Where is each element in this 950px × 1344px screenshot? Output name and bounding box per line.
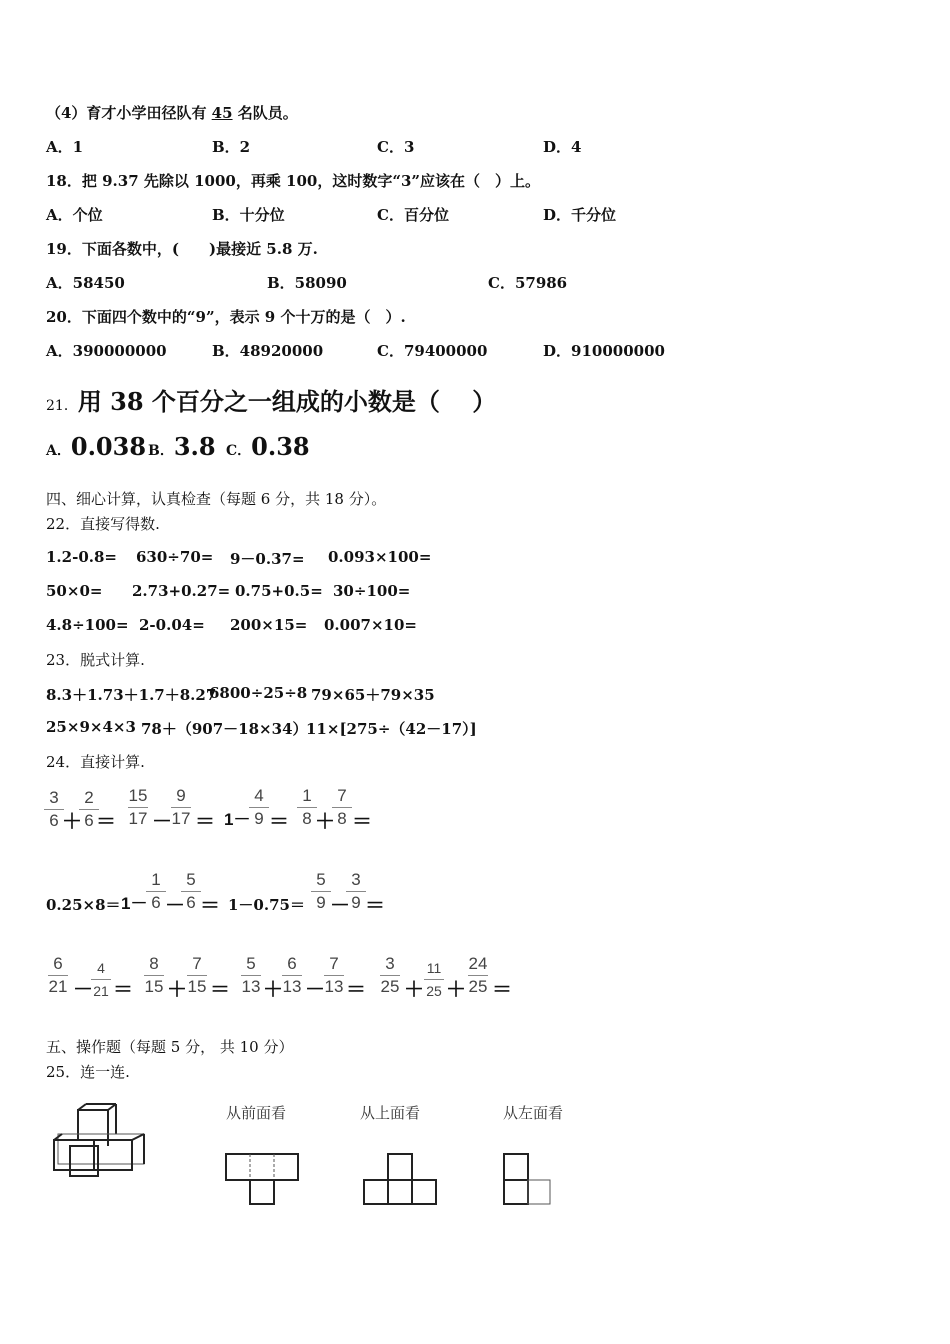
fraction: 1 8	[295, 786, 319, 829]
q18-option-a: A．个位	[46, 206, 103, 224]
equals-sign: ＝	[195, 811, 215, 833]
left-view-label: 从左面看	[503, 1104, 564, 1122]
q22-item: 50×0=	[46, 582, 103, 600]
q25-title: 25．连一连.	[46, 1063, 130, 1081]
q22-item: 2.73+0.27=	[132, 582, 231, 600]
top-view-label: 从上面看	[360, 1104, 421, 1122]
plus-sign: ＋	[404, 979, 424, 1001]
q20-option-c: C．79400000	[377, 342, 488, 360]
fraction: 4 9	[247, 786, 271, 829]
equals-sign: ＝	[210, 979, 230, 1001]
q23-item: 79×65＋79×35	[311, 686, 435, 704]
plus-sign: ＋	[315, 811, 335, 833]
fraction: 6 21	[48, 954, 68, 996]
fraction: 9 17	[171, 786, 191, 828]
fraction: 7 8	[330, 786, 354, 829]
q23-item: 8.3＋1.73＋1.7＋8.27	[46, 686, 217, 704]
q18-option-b: B．十分位	[212, 206, 285, 224]
plus-sign: ＋	[62, 811, 82, 833]
q24-title: 24．直接计算.	[46, 753, 145, 771]
q18-option-d: D．千分位	[543, 206, 617, 224]
one-minus: 1－	[121, 894, 148, 913]
top-view-shape	[360, 1150, 442, 1208]
plus-sign: ＋	[446, 979, 466, 1001]
q23-title: 23．脱式计算.	[46, 651, 145, 669]
equals-sign: ＝	[200, 895, 220, 917]
equals-sign: ＝	[269, 811, 289, 833]
equals-sign: ＝	[346, 979, 366, 1001]
q17-option-a: A．1	[46, 138, 84, 156]
fraction: 15 17	[128, 786, 148, 828]
q21-option-b: B．3.8	[148, 432, 216, 461]
q20-option-d: D．910000000	[543, 342, 665, 360]
plus-sign: ＋	[263, 979, 283, 1001]
q23-item: 78＋（907－18×34）	[141, 720, 308, 738]
equals-sign: ＝	[113, 979, 133, 1001]
fraction: 7 13	[324, 954, 344, 996]
fraction: 5 13	[241, 954, 261, 996]
q17-option-d: D．4	[543, 138, 582, 156]
plus-sign: ＋	[167, 979, 187, 1001]
q18-text: 18．把 9.37 先除以 1000，再乘 100，这时数字“3”应该在（ ）上。	[46, 172, 541, 190]
q19-option-c: C．57986	[488, 274, 568, 292]
q22-item: 9－0.37=	[230, 550, 305, 568]
q21-option-c: C．0.38	[226, 432, 310, 461]
fraction: 2 6	[77, 788, 101, 831]
fraction: 3 9	[344, 870, 368, 913]
equals-sign: ＝	[352, 811, 372, 833]
fraction: 5 9	[309, 870, 333, 913]
fraction: 7 15	[187, 954, 207, 996]
fraction: 24 25	[468, 954, 488, 996]
q22-item: 0.75+0.5=	[235, 582, 323, 600]
q23-item: 11×[275÷（42－17）]	[306, 720, 477, 738]
q17-option-c: C．3	[377, 138, 415, 156]
q22-item: 0.093×100=	[328, 548, 432, 566]
q22-item: 4.8÷100=	[46, 616, 129, 634]
fraction: 5 6	[179, 870, 203, 913]
front-view-shape	[222, 1150, 302, 1208]
equals-sign: ＝	[365, 895, 385, 917]
equals-sign: ＝	[492, 979, 512, 1001]
q19-option-a: A．58450	[46, 274, 125, 292]
q21-option-a: A．0.038	[46, 432, 147, 461]
fraction: 1 6	[144, 870, 168, 913]
q22-item: 200×15=	[230, 616, 308, 634]
minus-sign: －	[152, 811, 172, 833]
q22-item: 630÷70=	[136, 548, 214, 566]
front-view-label: 从前面看	[226, 1104, 287, 1122]
q17-option-b: B．2	[212, 138, 251, 156]
section4-title: 四、细心计算，认真检查（每题 6 分，共 18 分）。	[46, 490, 387, 508]
equals-sign: ＝	[96, 811, 116, 833]
fraction: 8 15	[144, 954, 164, 996]
q22-item: 2-0.04=	[139, 616, 205, 634]
fraction: 4 21	[89, 958, 113, 1001]
cube-stack-figure	[50, 1100, 150, 1180]
left-view-shape	[500, 1150, 560, 1208]
q20-text: 20．下面四个数中的“9”，表示 9 个十万的是（ ）.	[46, 308, 406, 326]
q18-option-c: C．百分位	[377, 206, 449, 224]
minus-sign: －	[330, 895, 350, 917]
q21-text: 21．用 38 个百分之一组成的小数是（ ）	[46, 387, 497, 416]
q24-expr: 1－0.75＝	[228, 896, 305, 914]
q17-4-text: （4）育才小学田径队有 45 名队员。	[46, 104, 298, 122]
minus-sign: －	[165, 895, 185, 917]
q22-item: 30÷100=	[333, 582, 411, 600]
section5-title: 五、操作题（每题 5 分， 共 10 分）	[46, 1038, 294, 1056]
fraction: 11 25	[422, 958, 446, 1001]
q22-item: 0.007×10=	[324, 616, 417, 634]
q23-item: 6800÷25÷8	[209, 684, 308, 702]
q22-item: 1.2-0.8=	[46, 548, 117, 566]
q24-expr: 0.25×8＝	[46, 896, 121, 914]
q20-option-a: A．390000000	[46, 342, 167, 360]
one-minus: 1－	[224, 810, 251, 829]
fraction: 3 6	[42, 788, 66, 831]
q22-title: 22．直接写得数.	[46, 515, 160, 533]
q19-text: 19．下面各数中，( )最接近 5.8 万.	[46, 240, 318, 258]
q23-item: 25×9×4×3	[46, 718, 136, 736]
minus-sign: －	[73, 979, 93, 1001]
minus-sign: －	[305, 979, 325, 1001]
q20-option-b: B．48920000	[212, 342, 324, 360]
fraction: 6 13	[282, 954, 302, 996]
q19-option-b: B．58090	[267, 274, 347, 292]
fraction: 3 25	[380, 954, 400, 996]
